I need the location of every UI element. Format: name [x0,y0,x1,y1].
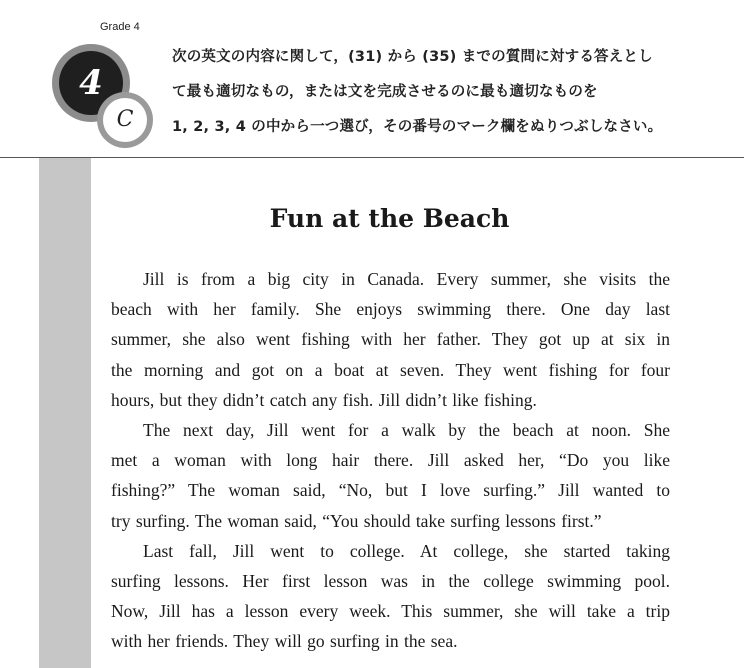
passage-line: Last fall, Jill went to college. At college, she started taking [143,540,670,561]
passage-line: The next day, Jill went for a walk by the beach at noon. She [143,419,670,440]
passage [111,264,670,656]
passage-line: beach with her family. She enjoys swimming there. One day last [111,299,670,320]
subsection-letter-badge: C [103,98,147,142]
passage-line: hours, but they didn’t catch any fish. Jill didn’t like fishing. [111,389,537,410]
passage-line: summer, she also went fishing with her father. They got up at six in [111,329,670,350]
header-divider [0,157,744,158]
instruction-line: て最も適切なもの，または文を完成させるのに最も適切なものを [172,84,598,100]
instructions [172,40,712,145]
passage-line: try surfing. The woman said, “You should take surfing lessons first.” [111,510,602,531]
grade-label: Grade 4 [100,21,140,33]
passage-line: the morning and got on a boat at seven. They went fishing for four [111,359,670,380]
passage-line: with her friends. They will go surfing in the sea. [111,631,458,652]
margin-sidebar [39,158,91,668]
passage-line: met a woman with long hair there. Jill asked her, “Do you like [111,450,670,471]
instruction-line: 1, 2, 3, 4 の中から一つ選び，その番号のマーク欄をぬりつぶしなさい。 [172,119,663,135]
instruction-line: 次の英文の内容に関して，(31) から (35) までの質問に対する答えとし [172,49,653,65]
passage-title: Fun at the Beach [269,204,510,233]
passage-line: fishing?” The woman said, “No, but I love surfing.” Jill wanted to [111,480,670,501]
passage-line: Jill is from a big city in Canada. Every summer, she visits the [143,269,670,289]
passage-line: surfing lessons. Her first lesson was in the college swimming pool. [111,570,670,591]
section-number-badge: 4 [59,51,123,115]
passage-line: Now, Jill has a lesson every week. This summer, she will take a trip [111,601,670,622]
